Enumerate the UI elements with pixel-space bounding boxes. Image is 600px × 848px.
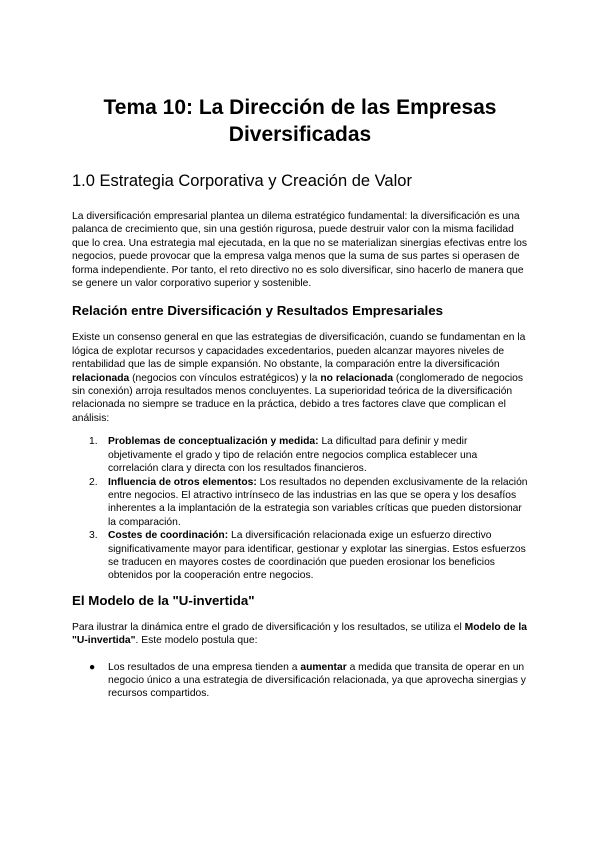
text-run: Los resultados de una empresa tienden a <box>108 661 301 673</box>
list-item-title: Influencia de otros elementos: <box>108 476 257 488</box>
list-item <box>72 476 528 530</box>
text-run: . Este modelo postula que: <box>135 635 258 647</box>
document-title: Tema 10: La Dirección de las Empresas Diversificadas <box>103 96 497 146</box>
factors-list <box>72 435 528 582</box>
list-number: 3. <box>89 530 98 542</box>
bold-term-model: Modelo de la "U-invertida" <box>72 621 527 647</box>
text-run: Existe un consenso general en que las estrategias de diversificación, cuando se fundamentan en la lógica de explotar recursos y capacidades excedentarios, pueden alcanzar mayores niveles de rentabilidad que las de simple expansión. No obstante, la comparación entre la diversificación <box>72 332 526 371</box>
text-run: a medida que transita de operar en un negocio único a una estrategia de diversificación relacionada, ya que aprovecha sinergias y recursos compartidos. <box>108 661 526 700</box>
bold-term-relacionada: relacionada <box>72 372 130 384</box>
list-item-text: Los resultados no dependen exclusivamente de la relación entre negocios. El atractivo intrínseco de las industrias en las que se opera y los desafíos inherentes a la implantación de la estrategia son variables críticas que pueden distorsionar la comparación. <box>108 476 528 528</box>
section-intro-paragraph: La diversificación empresarial plantea un dilema estratégico fundamental: la diversificación es una palanca de crecimiento que, sin una gestión rigurosa, puede destruir valor con la misma facilidad que lo crea. Una estrategia mal ejecutada, en la que no se materializan sinergias efectivas entre los negocios, puede provocar que la empresa valga menos que la suma de sus partes si operasen de forma independiente. Por tanto, el reto directivo no es solo diversificar, sino hacerlo de manera que se genere un valor corporativo superior y sostenible. <box>72 211 528 290</box>
bold-term-aumentar: aumentar <box>300 661 347 673</box>
subsection-heading-model: El Modelo de la "U-invertida" <box>72 592 255 608</box>
list-number: 2. <box>89 476 98 488</box>
list-item-text: La diversificación relacionada exige un esfuerzo directivo significativamente mayor para identificar, gestionar y explotar las sinergias. Estos esfuerzos se traducen en mayores costes de coordinación que pueden erosionar los beneficios obtenidos por la cooperación entre negocios. <box>108 530 526 582</box>
section-heading: 1.0 Estrategia Corporativa y Creación de Valor <box>72 172 412 190</box>
bullet-icon: ● <box>89 661 96 673</box>
text-run: (negocios con vínculos estratégicos) y la <box>129 372 321 384</box>
list-item-title: Problemas de conceptualización y medida: <box>108 436 319 448</box>
list-item <box>72 435 528 475</box>
subsection-heading-relation: Relación entre Diversificación y Resultados Empresariales <box>72 303 443 319</box>
list-item <box>72 529 528 583</box>
model-paragraph <box>72 621 528 648</box>
text-run: Para ilustrar la dinámica entre el grado de diversificación y los resultados, se utiliza el <box>72 621 465 633</box>
list-number: 1. <box>89 436 98 448</box>
list-item-title: Costes de coordinación: <box>108 530 229 542</box>
list-item-text: La dificultad para definir y medir objetivamente el grado y tipo de relación entre negocios complica establecer una correlación clara y directa con los resultados financieros. <box>108 436 478 475</box>
relation-paragraph <box>72 331 528 425</box>
model-bullet-list <box>72 661 528 701</box>
text-run: (conglomerado de negocios sin conexión) arroja resultados menos concluyentes. La superioridad teórica de la diversificación relacionada no siempre se traduce en la práctica, debido a tres factores clave que complican el análisis: <box>72 372 524 424</box>
bold-term-no-relacionada: no relacionada <box>320 372 394 384</box>
list-item <box>72 661 528 701</box>
